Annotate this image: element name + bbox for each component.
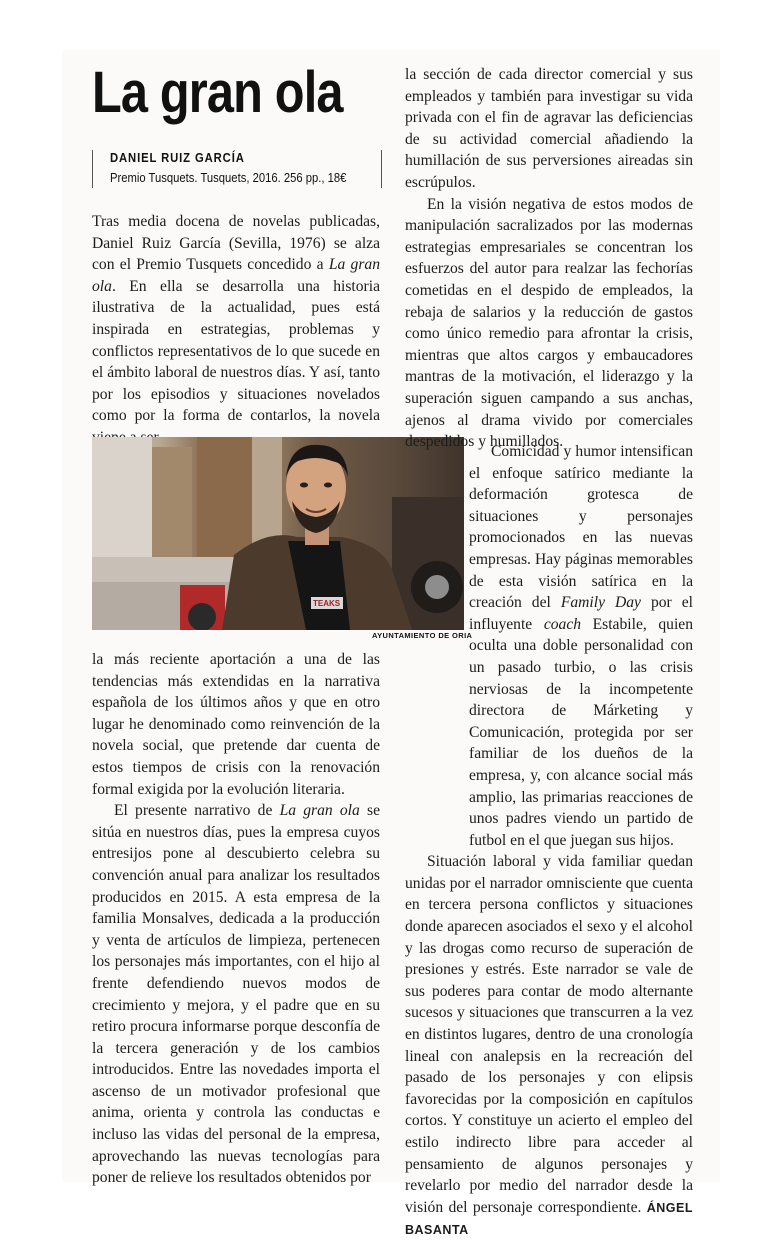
paragraph-intro [92,211,380,449]
text-run: Tras media docena de novelas publicadas, Daniel Ruiz García (Sevilla, 1976) se alza con el Premio Tusquets concedido a [92,213,380,274]
text-run: por el influyente [469,594,693,633]
article-title: La gran ola [92,60,343,125]
text-run: Estabile, quien oculta una doble personalidad con un pasado turbio, o las crisis nerviosas de la incompetente directora de Márketing y Comunicación, protegida por ser familiar de los dueños de la empresa, y, con alcance social más amplio, las primarias reacciones de unos padres viendo un partido de futbol en el que juegan sus hijos. [469,615,693,849]
text-run: Comicidad y humor intensifican el enfoque satírico mediante la deformación grotesca de situaciones y personajes promocionados en las nuevas empresas. Hay páginas memorables de esta visión satírica en la creación del [469,443,693,612]
reviewer-signature: ÁNGEL BASANTA [405,1200,693,1238]
book-title-italic: La gran ola [279,802,360,820]
paragraph-continuation: la más reciente aportación a una de las tendencias más extendidas en la narrativa española de los últimos años y que en otro lugar he denominado como reinvención de la novela social, que pretende dar cuenta de estos tiempos de crisis con la renovación formal exigida por la evolución literaria. [92,651,380,798]
publication-info: Premio Tusquets. Tusquets, 2016. 256 pp., 18€ [110,171,347,185]
paragraph-narrator [405,851,693,1242]
column-1-bottom [92,649,380,1189]
paragraph-present [92,800,380,1189]
text-run: se sitúa en nuestros días, pues la empresa cuyos entresijos pone al descubierto celebra su convención anual para analizar los resultados producidos en 2015. A esta empresa de la familia Monsalves, dedicada a la producción y venta de artículos de limpieza, pertenecen los personajes más importantes, con el hijo al frente defendiendo nuevos modos de crecimiento y mejora, y el padre que en su retiro procura informarse porque desconfía de la tercera generación y de los cambios introducidos. Entre las novedades importa el ascenso de un motivador profesional que anima, orienta y controla las conductas e incluso las vidas del personal de la empresa, aprovechando las nuevas tecnologías para poner de relieve los resultados obtenidos por [92,802,381,1187]
shirt-text: TEAKS [313,599,341,608]
text-run: El presente narrativo de [114,802,280,820]
text-run: Situación laboral y vida familiar quedan unidas por el narrador omnisciente que cuenta en tercera persona conflictos y situaciones donde aparecen asociados el sexo y el alcohol y las drogas como recurso de superación de presiones y estrés. Este narrador se vale de sus poderes para contar de modo alternante sucesos y situaciones que transcurren a la vez en distintos lugares, dentro de una cronología lineal con analepsis en la recreación del pasado de los personajes y con elipsis favorecidas por la composición en capítulos cortos. Y constituye un acierto el empleo del estilo indirecto libre para acceder al pensamiento de algunos personajes y revelarlo por medio del narrador desde la visión del personaje correspondiente. [405,853,693,1216]
column-2-bottom [405,441,693,1242]
italic-term: Family Day [560,594,641,612]
book-title-italic: La gran ola [92,256,380,295]
paragraph-continuation: la sección de cada director comercial y sus empleados y también para investigar su vida privada con el fin de agravar las deficiencias de su actividad comercial añadiendo la humillación de sus perversiones aireadas sin escrúpulos. [405,66,693,191]
italic-term: coach [543,615,582,633]
photo-credit: AYUNTAMIENTO DE ORIA [372,631,473,640]
author-name: DANIEL RUIZ GARCÍA [110,151,245,165]
column-2-top [405,64,693,453]
paragraph-negative-vision: En la visión negativa de estos modos de manipulación sacralizados por las modernas estrategias empresariales se concentran los esfuerzos del autor para realzar las fechorías cometidas en el despido de empleados, la rebaja de salarios y la reducción de gastos como único remedio para afrontar la crisis, mientras que altos cargos y embaucadores mantras de la motivación, el liderazgo y la superación siguen campando a sus anchas, ajenos al drama vivido por comerciales despedidos y humillados. [405,195,693,451]
column-1-top [92,211,380,449]
text-run: . En ella se desarrolla una historia ilustrativa de la actualidad, pues está inspirada en estrategias, problemas y conflictos representativos de lo que sucede en el ámbito laboral de nuestros días. Y así, tanto por los episodios y situaciones novelados como por la forma de contarlos, la novela [92,277,380,425]
byline-box [92,150,382,188]
paragraph-humor [469,441,693,851]
